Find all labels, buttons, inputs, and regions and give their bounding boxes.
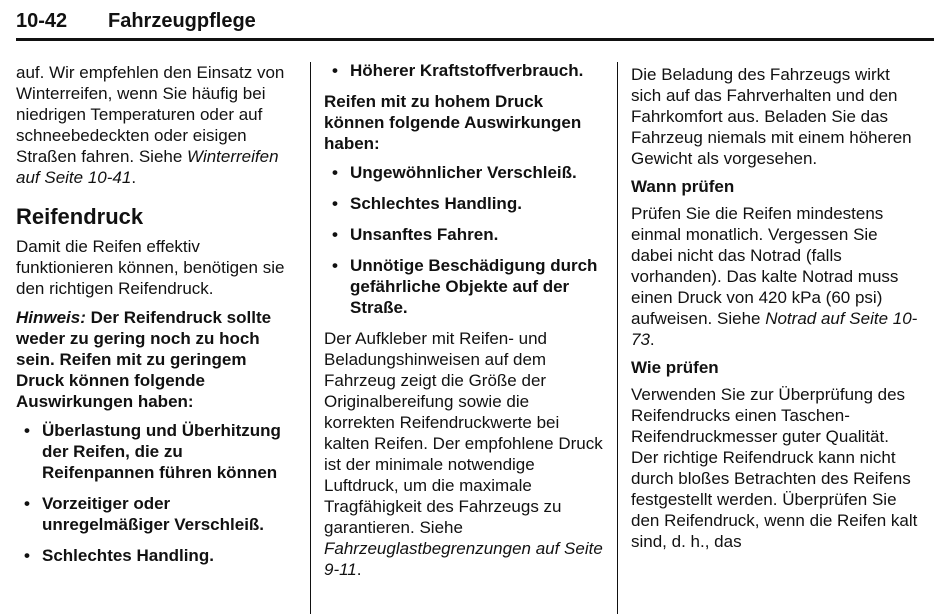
- note-text: Der Reifendruck sollte weder zu gering noch zu hoch sein. Reifen mit zu geringem Druck können folgende Auswirkungen haben:: [16, 308, 272, 411]
- list-item: • Höherer Kraftstoffverbrauch.: [332, 61, 584, 80]
- bullet-icon: •: [332, 225, 338, 244]
- paragraph: Prüfen Sie die Reifen mindestens einmal monatlich. Vergessen Sie dabei nicht das Notrad (falls vorhanden). Das kalte Notrad muss einen Druck von 420 kPa (60 psi) aufweisen. Siehe Notrad auf Seite 10-73.: [631, 204, 918, 349]
- bullet-icon: •: [332, 194, 338, 213]
- bullet-icon: •: [332, 256, 338, 275]
- cross-reference-link[interactable]: Notrad auf Seite 10-73: [631, 309, 918, 349]
- column-2: [324, 60, 604, 588]
- page-header: [16, 6, 934, 41]
- bullet-list: [324, 60, 604, 81]
- bullet-icon: •: [24, 546, 30, 565]
- bullet-icon: •: [24, 421, 30, 440]
- cross-reference-link[interactable]: Winterreifen auf Seite 10-41: [16, 147, 279, 187]
- list-item: • Unsanftes Fahren.: [332, 225, 499, 244]
- section-heading: Reifendruck: [16, 204, 144, 229]
- bullet-list: [16, 420, 296, 566]
- list-item: • Vorzeitiger oder unregelmäßiger Verschleiß.: [24, 494, 265, 534]
- hinweis-note: [16, 307, 296, 412]
- section-subheading: Wie prüfen: [631, 358, 719, 377]
- note-label: Hinweis:: [16, 308, 86, 327]
- section-subheading: Wann prüfen: [631, 177, 735, 196]
- bullet-list: [324, 162, 604, 318]
- list-item: • Überlastung und Überhitzung der Reifen, die zu Reifenpannen führen können: [24, 421, 281, 482]
- list-item: • Schlechtes Handling.: [332, 194, 522, 213]
- sub-heading: Reifen mit zu hohem Druck können folgende Auswirkungen haben:: [324, 92, 582, 153]
- column-divider-2: [617, 62, 618, 614]
- section-title: Fahrzeugpflege: [108, 10, 256, 32]
- column-divider-1: [310, 62, 311, 614]
- list-item: • Unnötige Beschädigung durch gefährliche Objekte auf der Straße.: [332, 256, 598, 317]
- paragraph: Damit die Reifen effektiv funktionieren können, benötigen sie den richtigen Reifendruck.: [16, 237, 285, 298]
- cross-reference-link[interactable]: Fahrzeuglastbegrenzungen auf Seite 9-11: [324, 539, 603, 579]
- list-item: • Ungewöhnlicher Verschleiß.: [332, 163, 577, 182]
- paragraph: Der Aufkleber mit Reifen- und Beladungshinweisen auf dem Fahrzeug zeigt die Größe der Originalbereifung sowie die korrekten Reifendruckwerte bei kalten Reifen. Der empfohlene Druck ist der minimale notwendige Luftdruck, um die maximale Tragfähigkeit des Fahrzeugs zu garantieren. Siehe Fahrzeuglastbegrenzungen auf Seite 9-11.: [324, 329, 603, 579]
- list-item: • Schlechtes Handling.: [24, 546, 214, 565]
- paragraph: Die Beladung des Fahrzeugs wirkt sich auf das Fahrverhalten und den Fahrkomfort aus. Beladen Sie das Fahrzeug niemals mit einem höheren Gewicht als vorgesehen.: [631, 65, 912, 168]
- column-3: [631, 64, 921, 560]
- page-number: 10-42: [16, 10, 68, 32]
- bullet-icon: •: [332, 61, 338, 80]
- bullet-icon: •: [24, 494, 30, 513]
- paragraph: Verwenden Sie zur Überprüfung des Reifendrucks einen Taschen-Reifendruckmesser guter Qualität. Der richtige Reifendruck kann nicht durch bloßes Betrachten des Reifens festgestellt werden. Überprüfen Sie den Reifendruck, wenn die Reifen kalt sind, d. h., das: [631, 385, 918, 551]
- bullet-icon: •: [332, 163, 338, 182]
- intro-paragraph: auf. Wir empfehlen den Einsatz von Winterreifen, wenn Sie häufig bei niedrigen Temperaturen oder auf schneebedeckten oder eisigen Straßen fahren. Siehe Winterreifen auf Seite 10-41.: [16, 63, 285, 187]
- column-1: [16, 62, 296, 576]
